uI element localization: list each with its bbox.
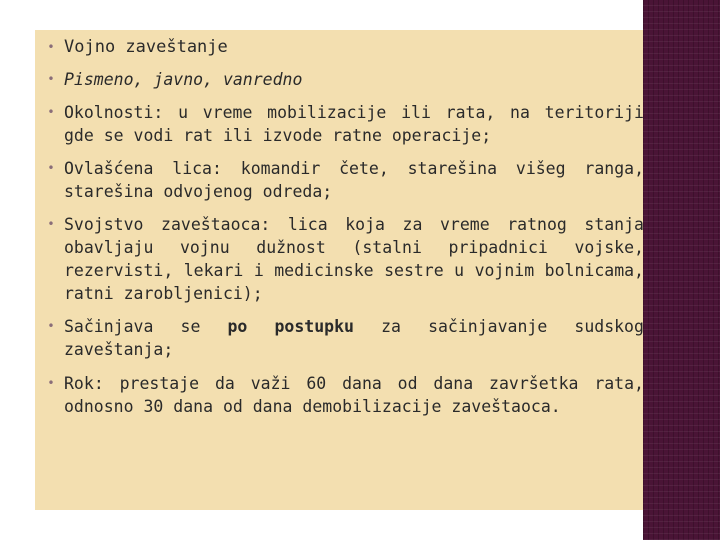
- list-item-procedure: [44, 315, 644, 361]
- item-key: Svojstvo zaveštaoca: [64, 215, 261, 234]
- list-item-authorized-persons: [44, 157, 644, 203]
- bullet-icon: •: [47, 161, 55, 175]
- procedure-first-line: [64, 315, 644, 338]
- decorative-side-band: [643, 0, 720, 540]
- procedure-word-bold: po: [227, 317, 248, 336]
- list-item-circumstances: [44, 101, 644, 147]
- procedure-word: za: [381, 317, 401, 336]
- bullet-icon: •: [47, 72, 55, 86]
- bullet-list: [44, 34, 644, 418]
- item-text: Vojno zaveštanje: [64, 37, 228, 57]
- procedure-second-line: zaveštanja;: [64, 340, 174, 359]
- list-item-deadline: [44, 372, 644, 418]
- list-item-testator-status: [44, 213, 644, 305]
- item-text: : u vreme mobilizacije ili rata, na teritoriji gde se vodi rat ili izvode ratne operacije;: [64, 103, 644, 145]
- list-item-title: [44, 36, 644, 59]
- procedure-word-bold: postupku: [274, 317, 354, 336]
- bullet-icon: •: [47, 40, 55, 54]
- item-key: Ovlašćena lica: [64, 159, 212, 178]
- item-text: : prestaje da važi 60 dana od dana završetka rata, odnosno 30 dana od dana demobilizacije zaveštaoca.: [64, 374, 644, 416]
- bullet-icon: •: [47, 376, 55, 390]
- item-text: Pismeno, javno, vanredno: [64, 70, 303, 89]
- bullet-icon: •: [47, 319, 55, 333]
- procedure-word: sačinjavanje: [428, 317, 548, 336]
- item-key: Okolnosti: [64, 103, 154, 122]
- item-text: : lica koja za vreme ratnog stanja obavljaju vojnu dužnost (stalni pripadnici vojske, rezervisti, lekari i medicinske sestre u vojnim bolnicama, ratni zarobljenici);: [64, 215, 644, 303]
- bullet-icon: •: [47, 217, 55, 231]
- item-text: : komandir čete, starešina višeg ranga, starešina odvojenog odreda;: [64, 159, 645, 201]
- procedure-word: Sačinjava: [64, 317, 154, 336]
- list-item-form: [44, 68, 644, 91]
- procedure-word: sudskog: [574, 317, 644, 336]
- procedure-word: se: [180, 317, 201, 336]
- item-key: Rok: [64, 374, 94, 393]
- bullet-icon: •: [47, 105, 55, 119]
